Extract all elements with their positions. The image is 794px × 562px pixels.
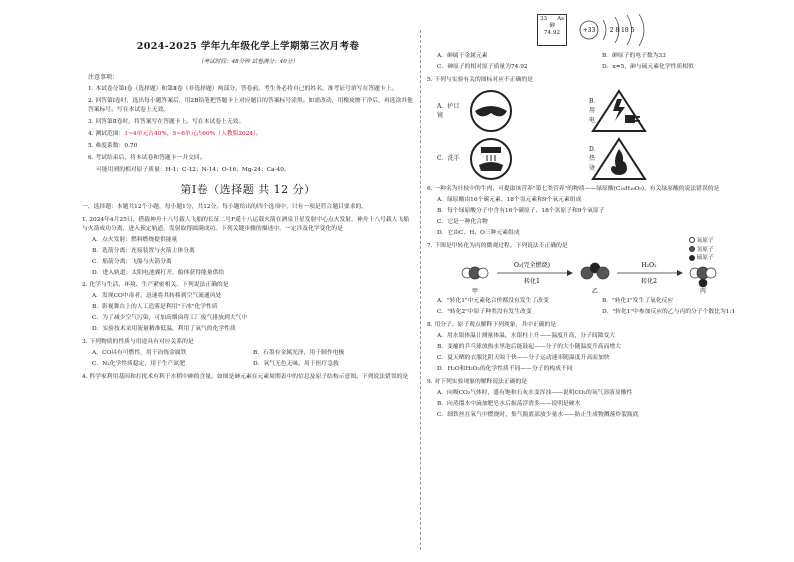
exam-subtitle: （考试时间：48分钟 试卷满分：40分） [198, 58, 298, 65]
goggles-icon [461, 89, 529, 133]
icon-label: D．热烫 [589, 146, 600, 172]
icons-row [427, 137, 767, 181]
molecule-atom [478, 268, 488, 278]
section-title: 第Ⅰ卷（选择题 共 12 分） [180, 182, 316, 196]
option: B．石墨有金属光泽，用于制作电极 [253, 350, 345, 357]
option: A．CO具有可燃性，用于冶炼金属铁 [92, 350, 187, 357]
species-label: 丙 [699, 287, 707, 295]
element-symbol: As [557, 16, 564, 22]
question-stem: 9. 对下列实验现象的解释说法正确的是 [427, 378, 528, 385]
question-stem: 2. 化学与生活、环境、生产紧密相关。下列说法正确的是 [82, 282, 229, 289]
option: D．进入轨道：太阳电池翼打开，船体获得能量供给 [92, 269, 225, 276]
legend-label: 氢原子 [696, 246, 714, 253]
question-2 [82, 281, 414, 334]
option: C．为了减少空气污染，可加高烟囱将工厂废气排放到大气中 [92, 315, 248, 322]
arrow1-condition: O₂(完全燃烧) [513, 261, 551, 269]
atom-structure-diagram [577, 12, 657, 48]
arsenic-figure [427, 10, 767, 50]
question-stem: 8. 用分子、原子观点解释下列现象，其中正确的是 [427, 321, 557, 328]
notice-item: 2. 回答第Ⅰ卷时，选出每小题答案后，用2B铅笔把答题卡上对应题目的答案标号涂黑。如需改动，用橡皮擦干净后，再选涂其他答案标号。写在本试卷上无效。 [88, 97, 413, 113]
arrow1-label: 转化1 [524, 277, 540, 285]
option: C．N₂化学性质稳定，用于生产氮肥 [92, 361, 185, 368]
option: B．"转化1"发生了氧化反应 [602, 297, 674, 304]
legend-label: 硫原子 [696, 255, 714, 262]
notice-item: 1. 本试卷分第Ⅰ卷（选择题）和第Ⅱ卷（非选择题）两部分。答卷前，考生务必将自己的姓名、准考证号填写在答题卡上。 [88, 85, 398, 92]
reaction-legend [689, 237, 714, 263]
question-6 [427, 185, 767, 238]
notice-atomic-masses: 可能用到的相对原子质量：H-1；C-12；N-14；O-16；Mg-24；Ca-40。 [96, 166, 290, 173]
option: A．发现CO中毒者，迅速将其转移到空气流通风处 [92, 293, 222, 300]
option-row [427, 52, 767, 61]
question-stem: 6. 一种名为壮枝中的牛肉，可提取该营养"第七类营养"的物质——绿原酸(C₁₆H₁₈O₉)，有关绿原酸的说法错误的是 [427, 185, 720, 192]
question-4 [82, 373, 414, 382]
question-stem: 1. 2024年4月25日，搭载神舟十八号载人飞船的长征二号F遥十八运载火箭在酒泉卫星发射中心点火发射，神舟十八号载人飞船与火箭成功分离，进入预定轨道，发射取得圆满成功。下列关键步骤的描述中，一定涉及化学变化的是 [82, 216, 410, 232]
option: D．x=5，砷与硫元素化学性质相似 [602, 63, 694, 70]
option: D．H₂O和H₂O₂的化学性质不同——分子的构成不同 [437, 365, 573, 372]
icon-label: B．用电 [589, 98, 600, 124]
icons-row [427, 89, 767, 133]
option: A．向吸CO₂气体时，盛有饱和石灰水变浑浊——说明CO₂的氧气溶液显酸性 [437, 389, 633, 396]
option-row [427, 308, 767, 317]
exam-title: 2024-2025 学年九年级化学上学期第三次月考卷 [136, 41, 360, 52]
notice-item-range [82, 130, 414, 139]
option: B．每个绿原酸分子中含有16个碳原子、18个氢原子和9个氧原子 [437, 207, 605, 214]
option-row [427, 297, 767, 306]
notice-range-value: 1~4单元占40%，5~6单元占60%（人教版2024）。 [124, 130, 262, 137]
element-name: 砷 [549, 22, 555, 29]
option: B．选箭分离：连接装置与火箭主体分离 [92, 247, 195, 254]
option: A．"转化1"中元素化合价都没有发生了改变 [437, 297, 549, 304]
question-7 [427, 237, 767, 317]
column-divider [420, 30, 421, 550]
option-row [82, 349, 414, 358]
option: C．它是一种化合物 [437, 218, 488, 225]
option-row [427, 63, 767, 72]
flame-icon [589, 137, 657, 181]
option: A．砷属于金属元素 [437, 53, 488, 59]
notice-item: 6. 考试结束后，将本试卷和答题卡一并交回。 [88, 154, 206, 161]
option: C．船箭分离：飞船与火箭分离 [92, 258, 172, 265]
question-stem: 7. 下图是甲转化为丙的微观过程。下列说法不正确的是 [427, 242, 568, 249]
option: D．它由C、H、O三种元素组成 [437, 229, 520, 236]
question-stem: 5. 下列与实验有关的图标对应不正确的是 [427, 76, 533, 83]
electron-shells: 2 8 18 5 [609, 27, 635, 34]
option: C．夏天晒的衣服比阴天晾干快——分子运动速率随温度升高而加快 [437, 354, 610, 361]
option: C．"转化2"中原子种类没有发生改变 [437, 308, 532, 315]
question-4-options [427, 52, 767, 72]
legend-label: 氧原子 [696, 237, 714, 244]
question-9 [427, 378, 767, 420]
question-8 [427, 321, 767, 374]
wash-hands-icon [461, 137, 529, 181]
option-row [82, 360, 414, 369]
option: D．氧气无色无味，用于医疗急救 [253, 361, 339, 368]
nucleus-charge: +33 [582, 27, 596, 34]
question-stem: 3. 下列物质的性质与用途具有对应关系的是 [82, 339, 194, 346]
option: D．实验技术采用流量精准低温，利用了氧气的化学性质 [92, 326, 236, 333]
notice-item: 3. 回答第Ⅱ卷时，将答案写在答题卡上。写在本试卷上无效。 [88, 118, 245, 125]
species-label: 乙 [591, 287, 599, 295]
icon-label: C．洗手 [437, 155, 460, 163]
notice-range-label: 4. 测试范围： [88, 130, 125, 137]
periodic-table-cell [537, 14, 567, 46]
option: C．细铁丝在氧气中燃烧时，集气瓶底部放少量水——防止生成物溅落炸裂瓶底 [437, 411, 639, 418]
question-1 [82, 216, 414, 278]
arrow2-condition: H₂O₂ [641, 261, 657, 269]
question-5 [427, 76, 767, 181]
option: A．点火发射：燃料燃烧提供能量 [92, 236, 178, 243]
left-column [82, 0, 414, 562]
option: B．变瘪的乒乓球放热水里泡后能鼓起——分子的大小随温度升高而增大 [437, 343, 621, 350]
arrow2-label: 转化2 [641, 277, 657, 285]
option: A．绿原酸由16个碳元素、18个氢元素和9个氧元素组成 [437, 196, 582, 203]
species-label: 甲 [471, 287, 479, 295]
question-stem: 4. 科学家利用基因和打扰术有利于水稻中砷的含量。如图是砷元素在元素周期表中的信息及原子结构示意图。下列说法错误的是 [82, 374, 409, 381]
section-intro: 一、选择题：本题共12个小题，每小题1分，共12分。每小题给出的四个选项中，只有一项是符合题目要求的。 [82, 203, 368, 210]
option: B．向蒸馏水中滴加肥皂水后振荡浮渣多——说明是硬水 [437, 400, 581, 407]
option: A．用水银体温计测量体温，水银柱上升——温度升高，分子间隙变大 [437, 332, 616, 339]
question-3 [82, 338, 414, 369]
notice-item: 5. 难度系数：0.70 [88, 142, 138, 149]
right-column [427, 0, 767, 562]
option: B．影视舞台上的人工造雾是利用"干冰"化学性质 [92, 304, 218, 311]
atomic-number: 33 [540, 16, 548, 22]
option: C．砷原子的相对原子质量为74.92 [437, 63, 528, 70]
option: D．"转化1"中参加反应的乙与丙的分子个数比为1:1 [602, 308, 736, 315]
electric-plug-icon [589, 89, 657, 133]
notice-heading: 注意事项： [88, 74, 119, 82]
option: B．砷原子的电子数为33 [602, 53, 666, 59]
icon-label: A．护目镜 [437, 102, 460, 119]
atomic-mass: 74.92 [543, 29, 560, 36]
